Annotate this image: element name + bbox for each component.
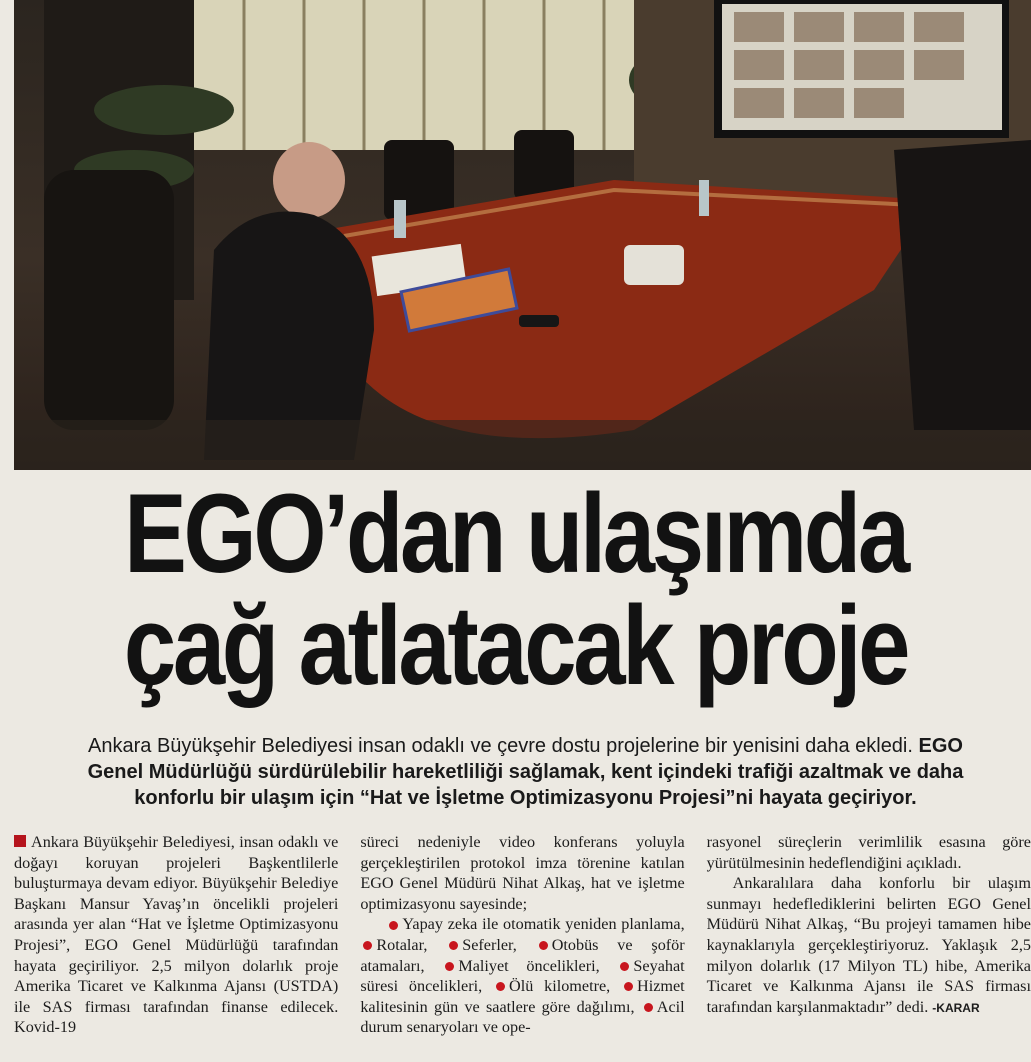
column-3-p1: rasyonel süreçlerin verimlilik esasına göre yürütülmesinin hedeflendiğini açıkladı. (706, 833, 1031, 872)
bullet-item: Hizmet kalitesinin gün ve saatlere göre dağılımı, (360, 977, 685, 1016)
article-body (14, 832, 1031, 1060)
bullet-dot-icon (620, 962, 629, 971)
headline-line-1: EGO’dan ulaşımda (124, 471, 907, 596)
paragraph-marker-icon (14, 835, 26, 847)
bullet-dot-icon (363, 941, 372, 950)
bullet-dot-icon (389, 921, 398, 930)
bullet-list (360, 914, 684, 1038)
bullet-item: Ölü kilometre, (509, 977, 611, 996)
bullet-dot-icon (644, 1003, 653, 1012)
headline (82, 471, 948, 708)
bullet-dot-icon (624, 982, 633, 991)
bullet-dot-icon (445, 962, 454, 971)
headline-line-2: çağ atlatacak proje (123, 583, 908, 708)
column-3-p2: Ankaralılara daha konforlu bir ulaşım sunmayı hedeflediklerini belirten EGO Genel Müdürü Nihat Alkaş, “Bu projeyi tamamen hibe kaynaklarıyla gerçekleştiriyoruz. Yaklaşık 2,5 milyon dolarlık (17 Milyon TL) hibe, Amerika Ticaret ve Kalkınma Ajansı ile SAS firması tarafından karşılanmaktadır” dedi. (706, 874, 1031, 1016)
signature: -KARAR (932, 1000, 980, 1015)
bullet-item: Otobüs ve şoför atamaları, (360, 935, 685, 975)
bullet-item: Seferler, (462, 935, 517, 954)
photo-illustration (14, 0, 1031, 470)
deck-summary (60, 733, 991, 811)
bullet-dot-icon (449, 941, 458, 950)
bullet-item: Yapay zeka ile otomatik yeniden planlama, (402, 915, 685, 934)
column-1-text: Ankara Büyükşehir Belediyesi, insan odaklı ve doğayı koruyan projeleri Başkentlilerle buluşturmaya devam ediyor. Büyükşehir Belediye Başkanı Mansur Yavaş’ın öncelikli projeleri arasında yer alan “Hat ve İşletme Optimizasyonu Projesi”, EGO Genel Müdürlüğü tarafından hayata geçiriliyor. 2,5 milyon dolarlık proje Amerika Ticaret ve Kalkınma Ajansı (USTDA) ile SAS firması tarafından finanse edilecek. Kovid-19 (14, 833, 339, 1037)
column-2 (360, 832, 684, 1060)
bullet-dot-icon (496, 982, 505, 991)
bullet-item: Maliyet öncelikleri, (458, 956, 600, 975)
column-1 (14, 832, 338, 1060)
column-3 (707, 832, 1031, 1060)
meeting-room-photo (14, 0, 1031, 470)
column-2-intro: süreci nedeniyle video konferans yoluyla gerçekleştirilen protokol imza törenine katılan EGO Genel Müdürü Nihat Alkaş, hat ve işletme optimizasyonu sayesinde; (360, 833, 685, 913)
window-light (184, 0, 634, 150)
person (273, 142, 345, 218)
deck-lead: Ankara Büyükşehir Belediyesi insan odaklı ve çevre dostu projelerine bir yenisini daha ekledi. (88, 735, 913, 757)
deck-bold: EGO Genel Müdürlüğü sürdürülebilir hareketliliği sağlamak, kent içindeki trafiği azaltmak ve daha konforlu bir ulaşım için “Hat ve İşletme Optimizasyonu Projesi”ni hayata geçiriyor. (87, 735, 964, 809)
bullet-dot-icon (539, 941, 548, 950)
bullet-item: Seyahat süresi öncelikleri, (360, 956, 685, 996)
bullet-item: Rotalar, (376, 935, 428, 954)
bullet-item: Acil durum senaryoları ve ope- (360, 997, 685, 1037)
